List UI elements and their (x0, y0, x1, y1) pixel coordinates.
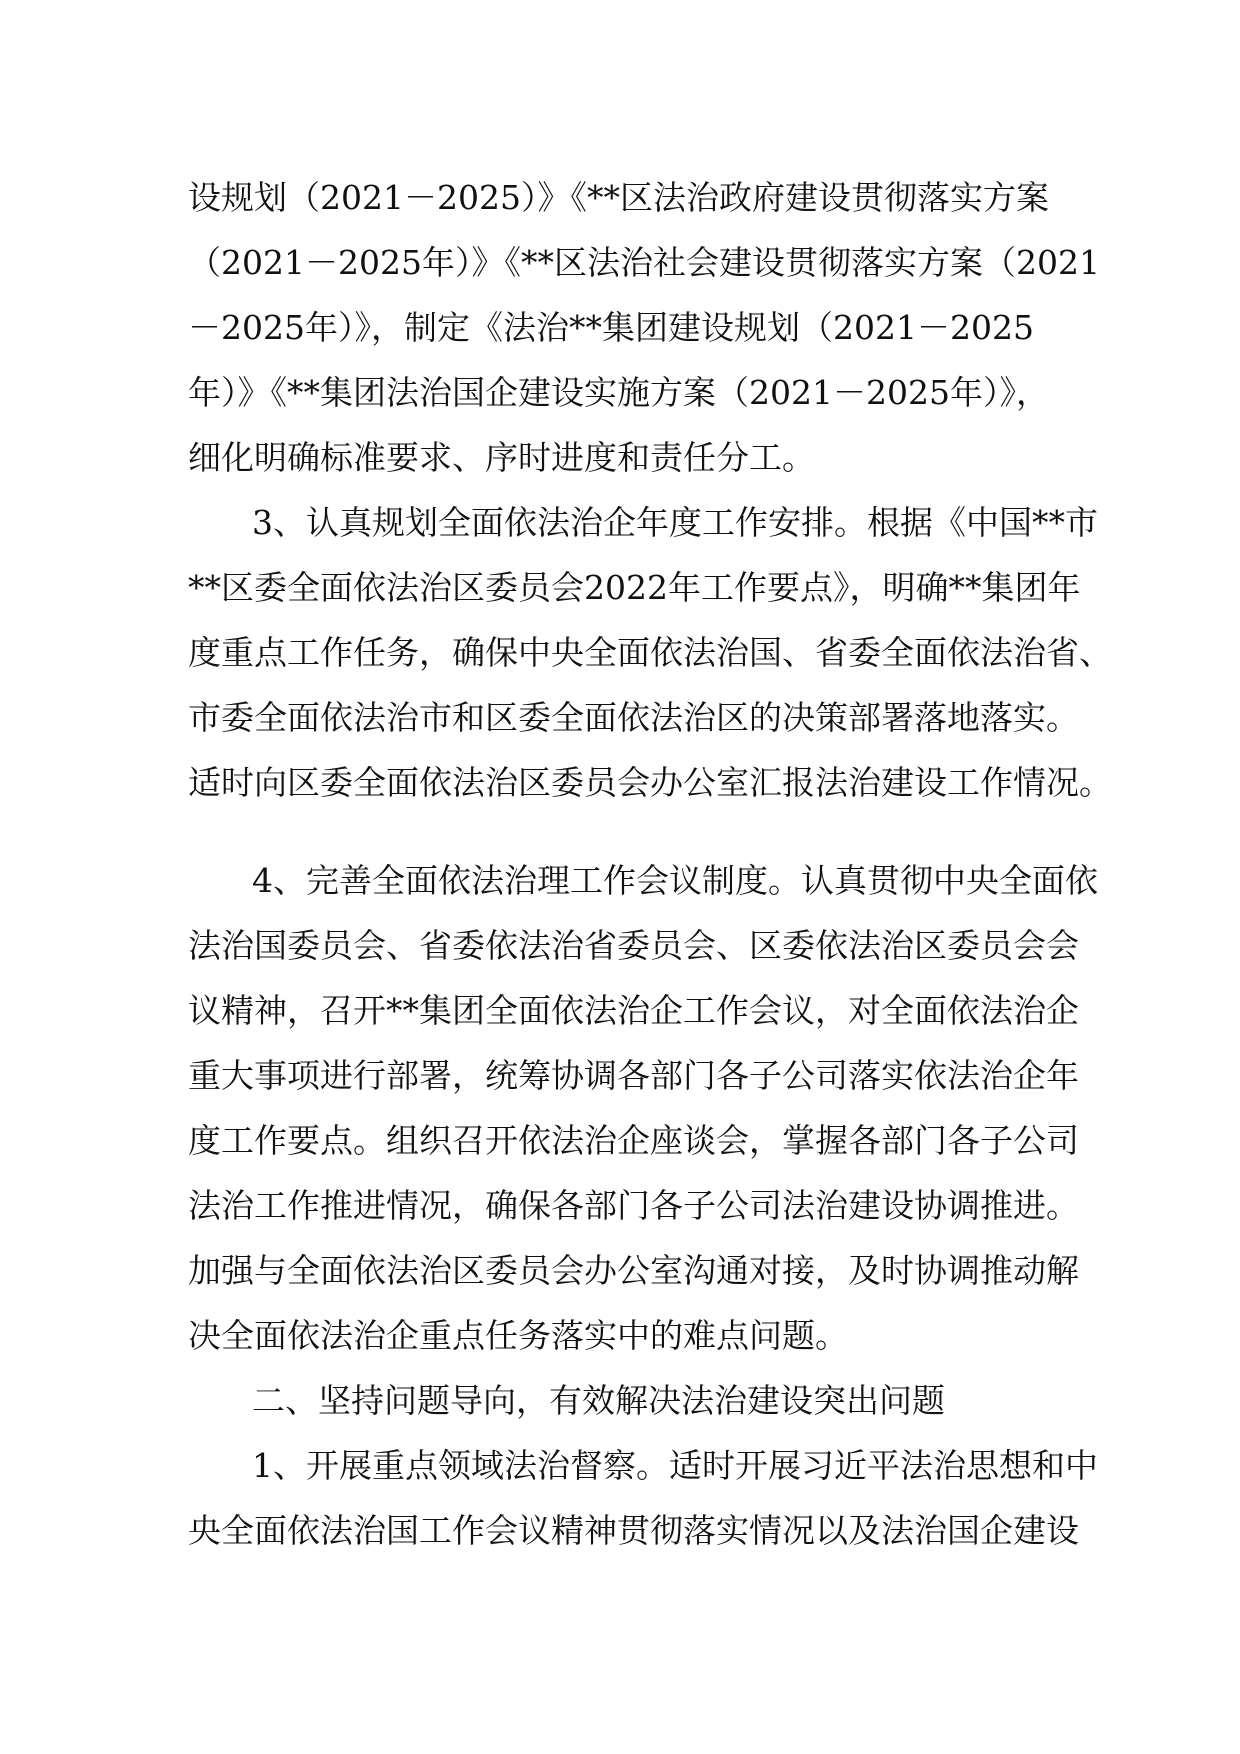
section-heading: 二、坚持问题导向，有效解决法治建设突出问题 (252, 1381, 945, 1420)
text-line: 法治国委员会、省委依法治省委员会、区委依法治区委员会会 (188, 926, 1079, 965)
text-line: 决全面依法治企重点任务落实中的难点问题。 (188, 1316, 848, 1355)
text-line: 适时向区委全面依法治区委员会办公室汇报法治建设工作情况。 (188, 763, 1112, 802)
text-line: 度重点工作任务，确保中央全面依法治国、省委全面依法治省、 (188, 633, 1112, 672)
paragraph-1-start: 1、开展重点领域法治督察。适时开展习近平法治思想和中 (252, 1446, 1098, 1485)
text-line: （2021－2025年）》《**区法治社会建设贯彻落实方案（2021 (188, 243, 1100, 282)
text-line: 加强与全面依法治区委员会办公室沟通对接，及时协调推动解 (188, 1251, 1079, 1290)
text-line: 法治工作推进情况，确保各部门各子公司法治建设协调推进。 (188, 1186, 1079, 1225)
paragraph-4-start: 4、完善全面依法治理工作会议制度。认真贯彻中央全面依 (252, 861, 1098, 900)
text-line: 细化明确标准要求、序时进度和责任分工。 (188, 438, 815, 477)
text-line: **区委全面依法治区委员会2022年工作要点》，明确**集团年 (188, 568, 1081, 607)
text-line: 度工作要点。组织召开依法治企座谈会，掌握各部门各子公司 (188, 1121, 1079, 1160)
paragraph-3-start: 3、认真规划全面依法治企年度工作安排。根据《中国**市 (252, 503, 1098, 542)
text-line: 年）》《**集团法治国企建设实施方案（2021－2025年）》， (188, 373, 1049, 412)
document-body (188, 165, 1112, 1563)
text-line: 设规划（2021－2025）》《**区法治政府建设贯彻落实方案 (188, 178, 1049, 217)
text-line: 重大事项进行部署，统筹协调各部门各子公司落实依法治企年 (188, 1056, 1079, 1095)
text-line: 议精神，召开**集团全面依法治企工作会议，对全面依法治企 (188, 991, 1079, 1030)
text-line: －2025年）》，制定《法治**集团建设规划（2021－2025 (188, 308, 1034, 347)
text-line: 市委全面依法治市和区委全面依法治区的决策部署落地落实。 (188, 698, 1079, 737)
text-line: 央全面依法治国工作会议精神贯彻落实情况以及法治国企建设 (188, 1511, 1079, 1550)
